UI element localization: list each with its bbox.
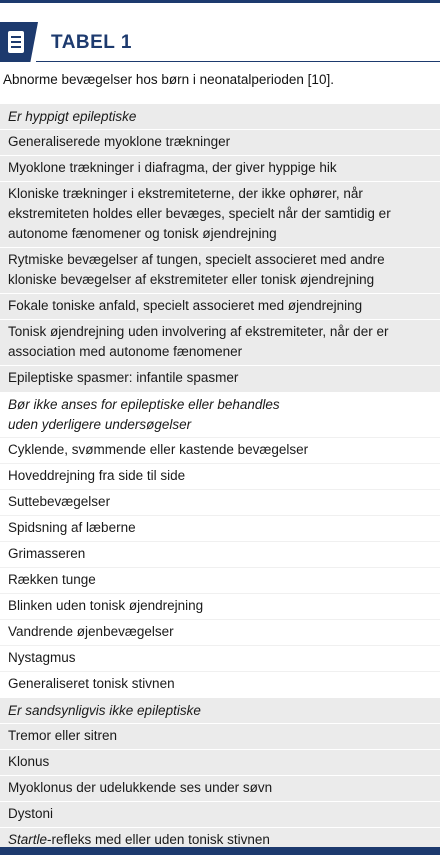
table-row: Rytmiske bevægelser af tungen, specielt associeret med andre kloniske bevægelser af ekstremiteter eller tonisk øjendrejning	[0, 247, 440, 293]
table-row: Myoklone trækninger i diafragma, der giver hyppige hik	[0, 155, 440, 181]
movements-table	[0, 104, 440, 854]
table-row: Myoklonus der udelukkende ses under søvn	[0, 775, 440, 801]
bottom-rule	[0, 847, 440, 855]
table-row: Epileptiske spasmer: infantile spasmer	[0, 365, 440, 391]
table-caption: Abnorme bevægelser hos børn i neonatalperioden [10].	[3, 72, 334, 87]
startle-term: Startle	[8, 832, 48, 847]
table-row: Tonisk øjendrejning uden involvering af ekstremiteter, når der er association med autonome fænomener	[0, 319, 440, 365]
header-tab	[0, 22, 38, 62]
table-row: Cyklende, svømmende eller kastende bevægelser	[0, 437, 440, 463]
table-row: Generaliserede myoklone trækninger	[0, 129, 440, 155]
section-heading: Er hyppigt epileptiske	[8, 109, 137, 124]
table-title: TABEL 1	[51, 32, 132, 53]
table-row: Kloniske trækninger i ekstremiteterne, der ikke ophører, når ekstremiteten holdes eller bevæges, specielt når der samtidig er autonome fænomener og tonisk øjendrejning	[0, 181, 440, 247]
section-heading: Er sandsynligvis ikke epileptiske	[8, 703, 201, 718]
table-row: Nystagmus	[0, 645, 440, 671]
section-probably-not-epileptic	[0, 698, 440, 854]
document-list-icon	[7, 30, 25, 54]
table-row: Dystoni	[0, 801, 440, 827]
table-row: Generaliseret tonisk stivnen	[0, 671, 440, 697]
table-row: Tremor eller sitren	[0, 723, 440, 749]
section-epileptic	[0, 104, 440, 392]
section-not-epileptic	[0, 392, 440, 698]
top-rule	[0, 0, 440, 3]
table-row: Blinken uden tonisk øjendrejning	[0, 593, 440, 619]
table-header	[0, 22, 440, 62]
table-row: Grimasseren	[0, 541, 440, 567]
table-row: Fokale toniske anfald, specielt associeret med øjendrejning	[0, 293, 440, 319]
section-heading: Bør ikke anses for epileptiske eller behandles uden yderligere undersøgelser	[8, 397, 280, 432]
table-row: Rækken tunge	[0, 567, 440, 593]
table-row: Vandrende øjenbevægelser	[0, 619, 440, 645]
table-row: Hoveddrejning fra side til side	[0, 463, 440, 489]
table-row: Suttebevægelser	[0, 489, 440, 515]
startle-rest: -refleks med eller uden tonisk stivnen	[47, 832, 270, 847]
table-row: Klonus	[0, 749, 440, 775]
header-rule	[36, 61, 440, 62]
table-row: Spidsning af læberne	[0, 515, 440, 541]
